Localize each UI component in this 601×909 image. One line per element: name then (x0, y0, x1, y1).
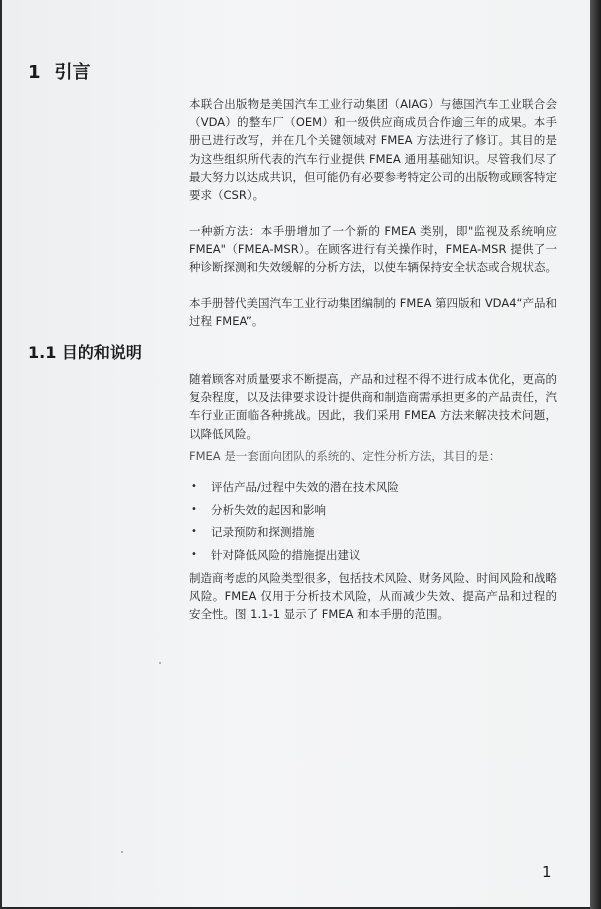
section-paragraph-1: 随着顾客对质量要求不断提高，产品和过程不得不进行成本优化，更高的复杂程度，以及法律要求设计提供商和制造商需承担更多的产品责任，汽车行业正面临各种挑战。因此，我们采用 FMEA 方法来解决技术问题，以降低风险。 (189, 372, 557, 441)
paper-speck (159, 662, 161, 664)
paper-speck (121, 851, 123, 853)
list-item: • 记录预防和探测措施 (191, 525, 315, 539)
bullet-icon: • (191, 548, 197, 560)
bullet-icon: • (191, 503, 197, 515)
section-paragraph-3: 制造商考虑的风险类型很多，包括技术风险、财务风险、时间风险和战略风险。FMEA 仅用于分析技术风险，从而减少失效、提高产品和过程的安全性。图 1.1-1 显示了 FMEA 和本手册的范围。 (189, 571, 557, 622)
page-edge-shadow (590, 0, 601, 909)
bullet-icon: • (191, 526, 197, 537)
page-number: 1 (542, 863, 552, 881)
intro-paragraph-3: 本手册替代美国汽车工业行动集团编制的 FMEA 第四版和 VDA4“产品和过程 FMEA”。 (189, 296, 557, 329)
document-page (2, 0, 590, 907)
intro-paragraph-1: 本联合出版物是美国汽车工业行动集团（AIAG）与德国汽车工业联合会（VDA）的整车厂（OEM）和一级供应商成员合作逾三年的成果。本手册已进行改写，并在几个关键领域对 FMEA 方法进行了修订。其目的是为这些组织所代表的汽车行业提供 FMEA 通用基础知识。尽管我们尽了最大努力以达成共识，但可能仍有必要参考特定公司的出版物或顾客特定要求（CSR）。 (189, 97, 557, 203)
list-item: • 评估产品/过程中失效的潜在技术风险 (191, 480, 399, 494)
list-item: • 针对降低风险的措施提出建议 (191, 547, 361, 562)
chapter-number: 1 (28, 62, 41, 83)
section-heading: 1.1 目的和说明 (28, 343, 142, 362)
chapter-heading (28, 58, 91, 84)
objectives-list (189, 479, 557, 569)
list-item: • 分析失效的起因和影响 (191, 502, 326, 517)
section-paragraph-2: FMEA 是一套面向团队的系统的、定性分析方法，其目的是： (189, 449, 501, 463)
chapter-title: 引言 (54, 62, 91, 83)
intro-paragraph-2: 一种新方法：本手册增加了一个新的 FMEA 类别，即"监视及系统响应 FMEA"（FMEA-MSR）。在顾客进行有关操作时，FMEA-MSR 提供了一种诊断探测和失效缓解的分析方法，以使车辆保持安全状态或合规状态。 (189, 224, 557, 275)
bullet-icon: • (191, 481, 197, 492)
